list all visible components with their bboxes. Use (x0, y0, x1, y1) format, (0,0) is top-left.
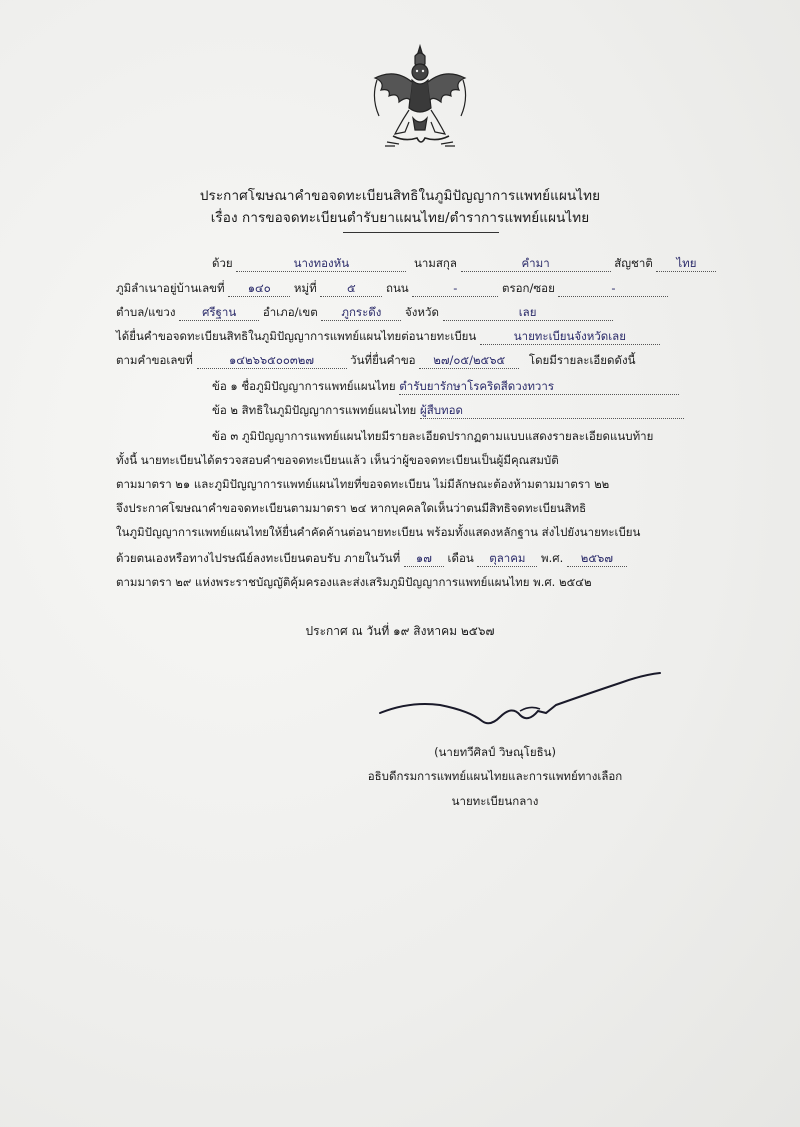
item1-label: ข้อ ๑ ชื่อภูมิปัญญาการแพทย์แผนไทย (212, 379, 396, 393)
subdistrict-value: ศรีฐาน (179, 304, 259, 321)
address-line (116, 280, 668, 297)
registrar-value: นายทะเบียนจังหวัดเลย (480, 328, 660, 345)
nationality-value: ไทย (656, 255, 716, 272)
applicant-line (212, 255, 716, 272)
registrar-line (116, 328, 660, 345)
nationality-label: สัญชาติ (614, 256, 653, 270)
address-label: ภูมิลำเนาอยู่บ้านเลขที่ (116, 281, 225, 295)
item1-line (212, 378, 679, 395)
district-label: อำเภอ/เขต (262, 305, 318, 319)
body-para-2: ทั้งนี้ นายทะเบียนได้ตรวจสอบคำขอจดทะเบียนแล้ว เห็นว่าผู้ขอจดทะเบียนเป็นผู้มีคุณสมบัติ (116, 453, 559, 467)
location-line (116, 304, 613, 321)
body-para-5: ในภูมิปัญญาการแพทย์แผนไทยให้ยื่นคำคัดค้านต่อนายทะเบียน พร้อมทั้งแสดงหลักฐาน ส่งไปยังนายทะเบียน (116, 525, 641, 539)
announcement-date: ประกาศ ณ วันที่ ๑๙ สิงหาคม ๒๕๖๗ (305, 624, 495, 638)
province-label: จังหวัด (405, 305, 439, 319)
road-value: - (412, 280, 498, 297)
announcement-title: ประกาศโฆษณาคำขอจดทะเบียนสิทธิในภูมิปัญญาการแพทย์แผนไทย (199, 188, 601, 204)
item2-label: ข้อ ๒ สิทธิในภูมิปัญญาการแพทย์แผนไทย (212, 403, 417, 417)
alley-value: - (558, 280, 668, 297)
body-para-1: ข้อ ๓ ภูมิปัญญาการแพทย์แผนไทยมีรายละเอียดปรากฏตามแบบแสดงรายละเอียดแนบท้าย (212, 429, 654, 443)
deadline-year: ๒๕๖๗ (567, 550, 627, 567)
signature-mark (370, 665, 670, 745)
alley-label: ตรอก/ซอย (501, 281, 555, 295)
deadline-day: ๑๗ (404, 550, 444, 567)
deadline-prefix: ด้วยตนเองหรือทางไปรษณีย์ลงทะเบียนตอบรับ ภายในวันที่ (116, 551, 401, 565)
garuda-emblem-icon (365, 38, 475, 158)
signatory-role: นายทะเบียนกลาง (451, 794, 539, 808)
year-label: พ.ศ. (541, 551, 564, 565)
deadline-month: ตุลาคม (477, 550, 537, 567)
title-divider (343, 232, 499, 233)
request-no-label: ตามคำขอเลขที่ (116, 353, 193, 367)
road-label: ถนน (385, 281, 409, 295)
moo-value: ๕ (320, 280, 382, 297)
body-para-4: จึงประกาศโฆษณาคำขอจดทะเบียนตามมาตรา ๒๔ หากบุคคลใดเห็นว่าตนมีสิทธิจดทะเบียนสิทธิ (116, 501, 587, 515)
applicant-name: นางทองหัน (236, 255, 406, 272)
item2-value: ผู้สืบทอด (420, 402, 684, 419)
request-date-label: วันที่ยื่นคำขอ (350, 353, 416, 367)
subdistrict-label: ตำบล/แขวง (116, 305, 176, 319)
request-line (116, 352, 635, 369)
signatory-name: (นายทวีศิลป์ วิษณุโยธิน) (434, 745, 556, 759)
item2-line (212, 402, 684, 419)
applicant-surname: คำมา (461, 255, 611, 272)
moo-label: หมู่ที่ (293, 281, 317, 295)
by-label: ด้วย (212, 256, 233, 270)
announcement-subject: เรื่อง การขอจดทะเบียนตำรับยาแผนไทย/ตำราการแพทย์แผนไทย (210, 210, 590, 226)
signatory-position: อธิบดีกรมการแพทย์แผนไทยและการแพทย์ทางเลือก (367, 769, 623, 783)
request-no-value: ๑๔๒๖๖๕๐๐๓๒๗ (197, 352, 347, 369)
submit-text: ได้ยื่นคำขอจดทะเบียนสิทธิในภูมิปัญญาการแพทย์แผนไทยต่อนายทะเบียน (116, 329, 477, 343)
surname-label: นามสกุล (413, 256, 457, 270)
body-para-3: ตามมาตรา ๒๑ และภูมิปัญญาการแพทย์แผนไทยที่ขอจดทะเบียน ไม่มีลักษณะต้องห้ามตามมาตรา ๒๒ (116, 477, 610, 491)
deadline-line (116, 550, 627, 567)
detail-label: โดยมีรายละเอียดดังนี้ (528, 353, 636, 367)
body-para-7: ตามมาตรา ๒๙ แห่งพระราชบัญญัติคุ้มครองและส่งเสริมภูมิปัญญาการแพทย์แผนไทย พ.ศ. ๒๕๔๒ (116, 575, 592, 589)
request-date-value: ๒๗/๐๕/๒๕๖๕ (419, 352, 519, 369)
item1-value: ตำรับยารักษาโรคริดสีดวงทวาร (399, 378, 679, 395)
province-value: เลย (443, 304, 613, 321)
house-number: ๑๔๐ (228, 280, 290, 297)
month-label: เดือน (447, 551, 474, 565)
district-value: ภูกระดึง (321, 304, 401, 321)
